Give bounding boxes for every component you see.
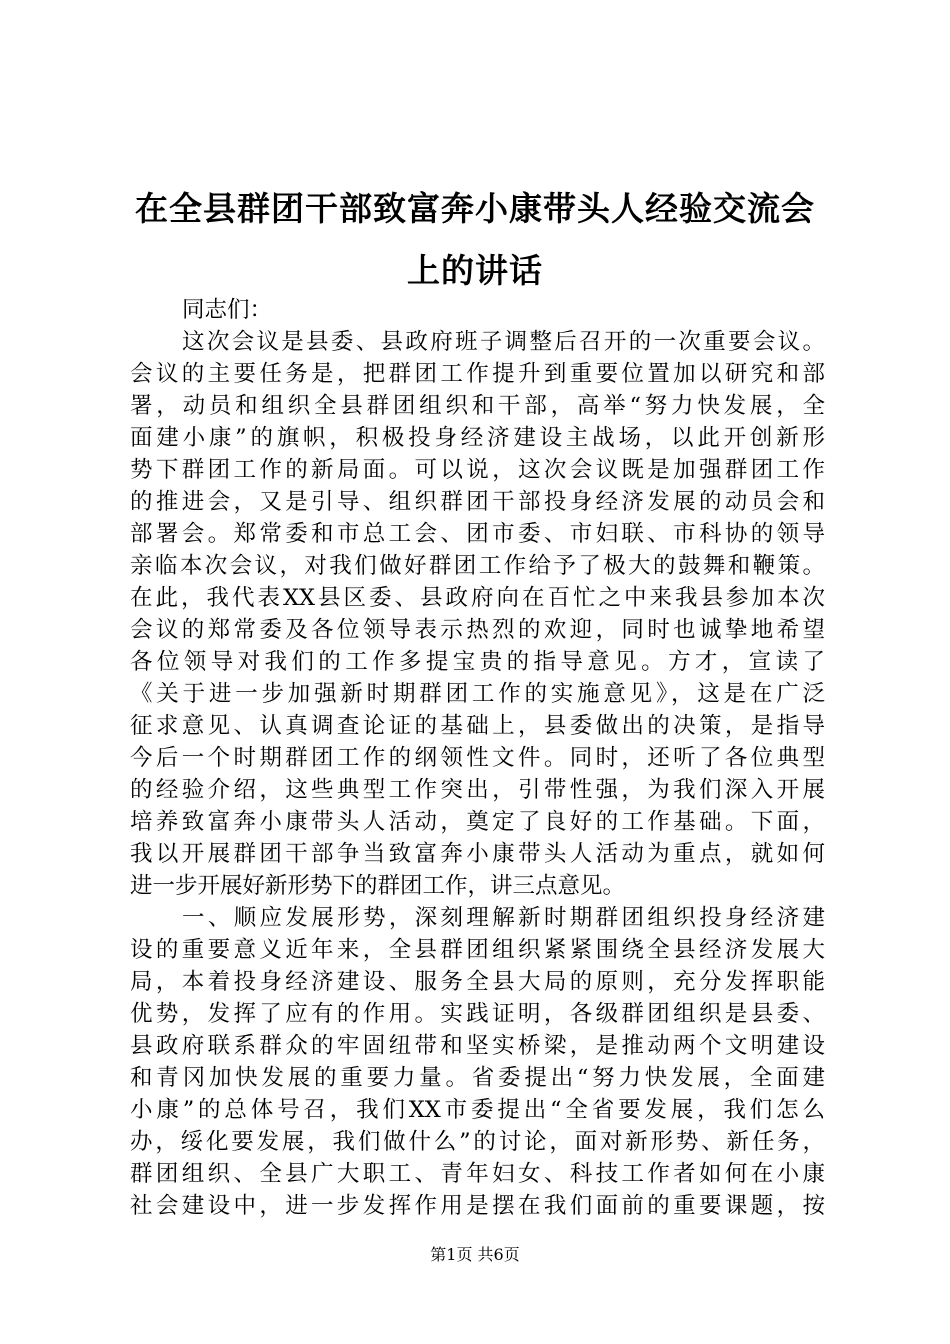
paragraph-line: 局，本着投身经济建设、服务全县大局的原则，充分发挥职能 (130, 969, 825, 995)
paragraph-line: 亲临本次会议，对我们做好群团工作给予了极大的鼓舞和鞭策。 (130, 553, 825, 579)
greeting: 同志们： (182, 297, 273, 323)
paragraph-line: 小康”的总体号召，我们XX市委提出“全省要发展，我们怎么 (130, 1097, 825, 1123)
paragraph-line: 和青冈加快发展的重要力量。省委提出“努力快发展，全面建 (130, 1065, 825, 1091)
paragraph-line: 设的重要意义近年来，全县群团组织紧紧围绕全县经济发展大 (130, 937, 825, 963)
paragraph-line: 势下群团工作的新局面。可以说，这次会议既是加强群团工作 (130, 457, 825, 483)
paragraph-line: 社会建设中，进一步发挥作用是摆在我们面前的重要课题，按 (130, 1193, 825, 1219)
paragraph-line: 办，绥化要发展，我们做什么”的讨论，面对新形势、新任务， (130, 1129, 825, 1155)
paragraph-line: 进一步开展好新形势下的群团工作，讲三点意见。 (130, 873, 626, 899)
paragraph-line: 今后一个时期群团工作的纲领性文件。同时，还听了各位典型 (130, 745, 825, 771)
paragraph-line: 我以开展群团干部争当致富奔小康带头人活动为重点，就如何 (130, 841, 825, 867)
title-line-2: 上的讲话 (407, 251, 543, 290)
paragraph-line: 群团组织、全县广大职工、青年妇女、科技工作者如何在小康 (130, 1161, 825, 1187)
document-body (130, 294, 825, 1222)
paragraph-line: 会议的主要任务是，把群团工作提升到重要位置加以研究和部 (130, 361, 825, 387)
paragraph-line: 《关于进一步加强新时期群团工作的实施意见》，这是在广泛 (130, 681, 825, 707)
paragraph-line: 在此，我代表XX县区委、县政府向在百忙之中来我县参加本次 (130, 585, 825, 611)
paragraph-line: 的推进会，又是引导、组织群团干部投身经济发展的动员会和 (130, 489, 825, 515)
paragraph-line: 各位领导对我们的工作多提宝贵的指导意见。方才，宣读了 (130, 649, 825, 675)
paragraph-line: 县政府联系群众的牢固纽带和坚实桥梁，是推动两个文明建设 (130, 1033, 825, 1059)
page-footer: 第1页 共6页 (430, 1245, 520, 1264)
paragraph-2 (130, 902, 825, 1222)
paragraph-line: 征求意见、认真调查论证的基础上，县委做出的决策，是指导 (130, 713, 825, 739)
title-line-1: 在全县群团干部致富奔小康带头人经验交流会 (135, 189, 815, 228)
paragraph-line: 部署会。郑常委和市总工会、团市委、市妇联、市科协的领导 (130, 521, 825, 547)
paragraph-line: 培养致富奔小康带头人活动，奠定了良好的工作基础。下面， (130, 809, 825, 835)
paragraph-1 (130, 326, 825, 902)
paragraph-line: 优势，发挥了应有的作用。实践证明，各级群团组织是县委、 (130, 1001, 825, 1027)
paragraph-line: 一、顺应发展形势，深刻理解新时期群团组织投身经济建 (182, 905, 825, 931)
paragraph-line: 署，动员和组织全县群团组织和干部，高举“努力快发展，全 (130, 393, 825, 419)
paragraph-line: 会议的郑常委及各位领导表示热烈的欢迎，同时也诚挚地希望 (130, 617, 825, 643)
document-title (110, 178, 840, 302)
paragraph-line: 这次会议是县委、县政府班子调整后召开的一次重要会议。 (182, 329, 825, 355)
paragraph-line: 的经验介绍，这些典型工作突出，引带性强，为我们深入开展 (130, 777, 825, 803)
paragraph-line: 面建小康”的旗帜，积极投身经济建设主战场，以此开创新形 (130, 425, 825, 451)
